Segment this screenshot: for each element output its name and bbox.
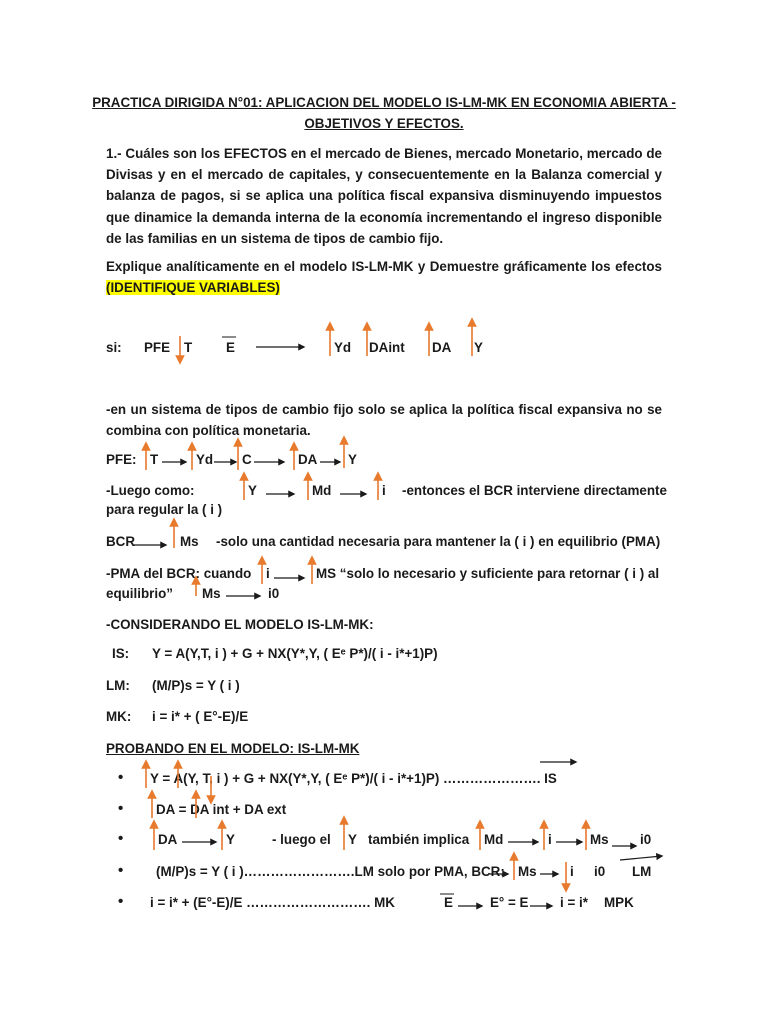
si-pfe: PFE bbox=[144, 340, 171, 355]
si-y: Y bbox=[474, 340, 483, 355]
bullet-3-y2: Y bbox=[348, 832, 357, 847]
pfe-chain-y: Y bbox=[348, 452, 357, 467]
bullet-3-da: DA bbox=[158, 832, 178, 847]
pma-text: MS “solo lo necesario y suficiente para retornar ( i ) al bbox=[316, 566, 660, 581]
bullet-4-i: i bbox=[570, 864, 574, 879]
bullet-1-text: Y = A(Y, T, i ) + G + NX(Y*,Y, ( Eᵉ P*)/( i - i*+1)P) …………………. IS bbox=[150, 771, 557, 786]
mk-label: MK: bbox=[106, 709, 132, 724]
si-da: DA bbox=[432, 340, 452, 355]
title-line-2: OBJETIVOS Y EFECTOS. bbox=[304, 116, 464, 131]
bullet-3-tambien: también implica bbox=[368, 832, 470, 847]
bullet-5-dot: • bbox=[118, 893, 124, 910]
bullet-3-y: Y bbox=[226, 832, 235, 847]
bullet-5-e: E bbox=[444, 895, 453, 910]
bullet-2-text: DA = DA int + DA ext bbox=[156, 802, 287, 817]
luego-text: -entonces el BCR interviene directamente bbox=[402, 483, 667, 498]
luego-y: Y bbox=[248, 483, 257, 498]
bullet-4-dot: • bbox=[118, 862, 124, 879]
bcr-text: -solo una cantidad necesaria para mantener la ( i ) en equilibrio (PMA) bbox=[216, 534, 661, 549]
explain-text: Explique analíticamente en el modelo IS-LM-MK y Demuestre gráficamente los efectos bbox=[106, 259, 662, 274]
pfe-chain-t: T bbox=[150, 452, 159, 467]
explain-paragraph bbox=[106, 256, 662, 298]
bcr-label: BCR bbox=[106, 534, 136, 549]
bullet-4-text: (M/P)s = Y ( i )…………………….LM solo por PMA, BCR: bbox=[156, 864, 505, 879]
question-paragraph: 1.- Cuáles son los EFECTOS en el mercado de Bienes, mercado Monetario, mercado de Divisas y en el mercado de capitales, y consecuentemente en la Balanza comercial y balanza de pagos, si se aplica una política fiscal expansiva disminuyendo impuestos que dinamice la demanda interna de la economía incrementando el ingreso disponible de las familias en un sistema de tipos de cambio fijo. bbox=[106, 146, 662, 246]
considerando-heading: -CONSIDERANDO EL MODELO IS-LM-MK: bbox=[106, 617, 374, 632]
bullet-3-dot: • bbox=[118, 830, 124, 847]
identify-variables-highlight: (IDENTIFIQUE VARIABLES) bbox=[106, 280, 280, 296]
pfe-chain-label: PFE: bbox=[106, 452, 137, 467]
bullet-4-lm: LM bbox=[632, 864, 652, 879]
bullet-2-dot: • bbox=[118, 800, 124, 817]
luego-label: -Luego como: bbox=[106, 483, 195, 498]
lm-equation: (M/P)s = Y ( i ) bbox=[152, 678, 240, 693]
si-yd: Yd bbox=[334, 340, 352, 355]
bullet-5-eq: E° = E bbox=[490, 895, 529, 910]
si-daint: DAint bbox=[369, 340, 405, 355]
pma-i0: i0 bbox=[268, 586, 280, 601]
bullet-5-text: i = i* + (E°-E)/E ………………………. MK bbox=[150, 895, 395, 910]
bullet-3-i0: i0 bbox=[640, 832, 652, 847]
pfe-chain-c: C bbox=[242, 452, 252, 467]
probando-heading: PROBANDO EN EL MODELO: IS-LM-MK bbox=[106, 741, 360, 756]
mk-equation: i = i* + ( E°-E)/E bbox=[152, 709, 249, 724]
pma-label: -PMA del BCR: cuando bbox=[106, 566, 252, 581]
pma-ms: Ms bbox=[202, 586, 221, 601]
bullet-3-ms: Ms bbox=[590, 832, 609, 847]
pfe-chain-yd: Yd bbox=[196, 452, 214, 467]
si-label: si: bbox=[106, 340, 122, 355]
title-line-1: PRACTICA DIRIGIDA N°01: APLICACION DEL MODELO IS-LM-MK EN ECONOMIA ABIERTA - bbox=[92, 95, 676, 110]
lm-label: LM: bbox=[106, 678, 130, 693]
bullet-4-ms: Ms bbox=[518, 864, 537, 879]
bullet-3-md: Md bbox=[484, 832, 504, 847]
pma-i: i bbox=[266, 566, 270, 581]
bcr-ms: Ms bbox=[180, 534, 199, 549]
bullet-5-ii: i = i* bbox=[560, 895, 588, 910]
bullet-1-dot: • bbox=[118, 769, 124, 786]
pma-line-2: equilibrio” bbox=[106, 586, 173, 601]
si-t: T bbox=[184, 340, 193, 355]
arrow-b4-lm bbox=[620, 856, 662, 860]
luego-line-2: para regular la ( i ) bbox=[106, 502, 223, 517]
bullet-3-i: i bbox=[548, 832, 552, 847]
bullet-3-luego: - luego el bbox=[272, 832, 331, 847]
si-e: E bbox=[226, 340, 235, 355]
luego-md: Md bbox=[312, 483, 332, 498]
luego-i: i bbox=[382, 483, 386, 498]
pfe-chain-da: DA bbox=[298, 452, 318, 467]
fixed-exchange-paragraph: -en un sistema de tipos de cambio fijo solo se aplica la política fiscal expansiva no se combina con política monetaria. bbox=[106, 402, 662, 439]
is-equation: Y = A(Y,T, i ) + G + NX(Y*,Y, ( Eᵉ P*)/( i - i*+1)P) bbox=[152, 646, 438, 661]
bullet-4-i0: i0 bbox=[594, 864, 606, 879]
bullet-5-mpk: MPK bbox=[604, 895, 634, 910]
is-label: IS: bbox=[112, 646, 130, 661]
